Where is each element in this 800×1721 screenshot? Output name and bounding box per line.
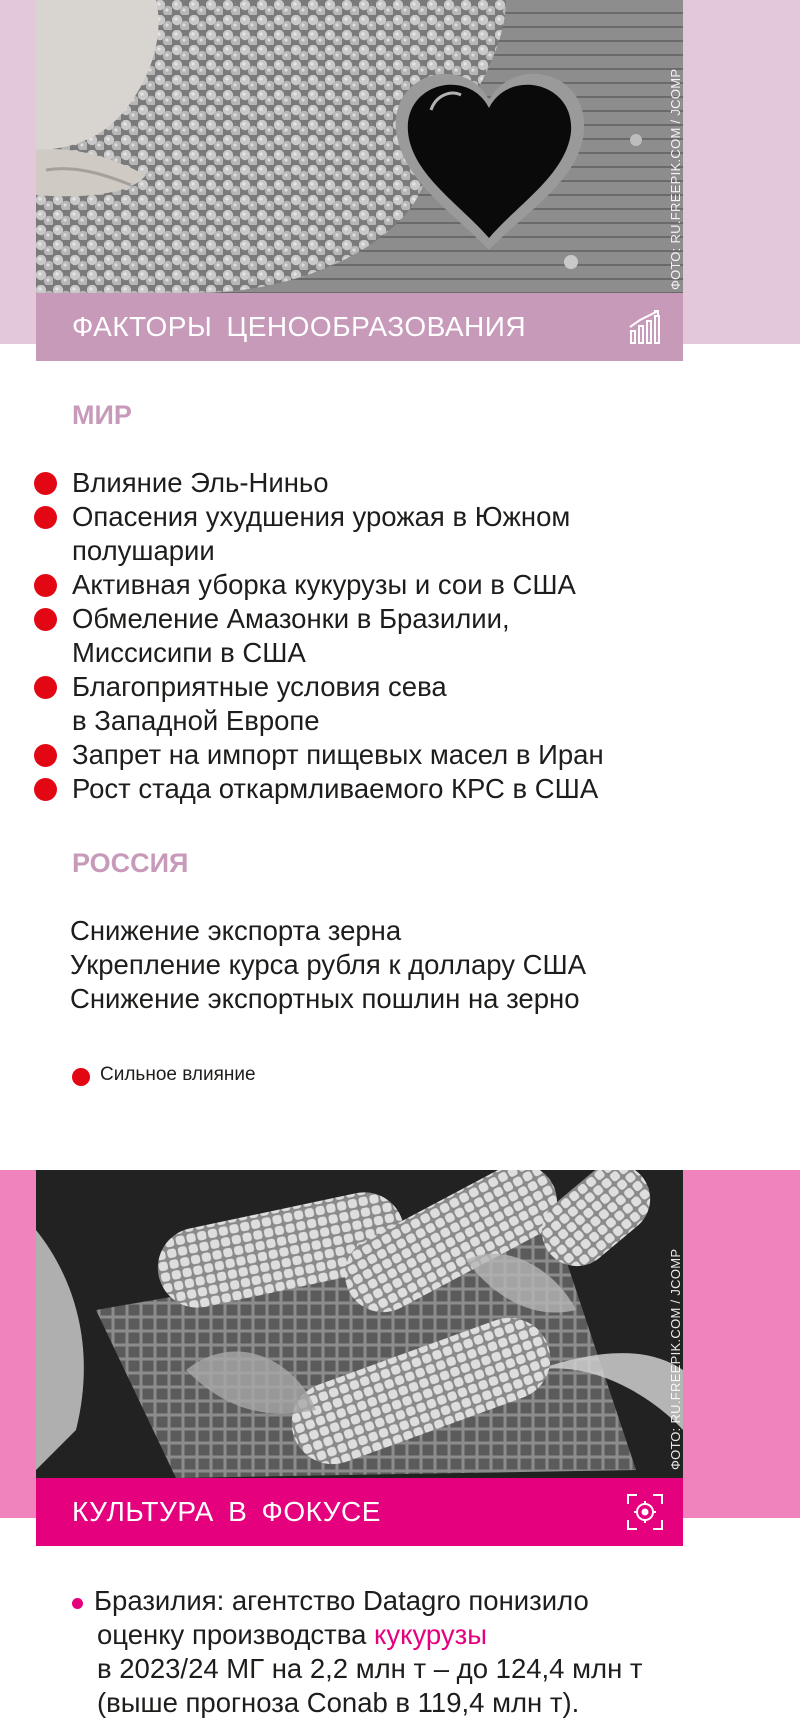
crop-news-paragraph [94,1584,784,1720]
legend-label: Сильное влияние [100,1064,256,1085]
section-title: КУЛЬТУРА В ФОКУСЕ [72,1496,381,1527]
corn-illustration [36,1170,683,1478]
strong-influence-dot [34,608,57,631]
world-factor: Влияние Эль-Ниньо [72,467,329,498]
photo-credit: ФОТО: RU.FREEPIK.COM / JCOMP [668,68,683,290]
paragraph-line: (выше прогноза Conab в 119,4 млн т). [97,1687,580,1718]
world-heading: МИР [72,400,132,430]
strong-influence-dot [34,574,57,597]
world-factor-continuation: в Западной Европе [72,705,320,736]
bullet [72,1598,83,1609]
photo-credit: ФОТО: RU.FREEPIK.COM / JCOMP [668,1248,683,1470]
growth-chart-icon [625,307,665,347]
world-factor-continuation: полушарии [72,535,215,566]
pricing-factors-header [36,293,683,361]
strong-influence-dot [34,472,57,495]
crop-in-focus-header [36,1478,683,1546]
world-factor: Запрет на импорт пищевых масел в Иран [72,739,604,770]
strong-influence-dot [34,744,57,767]
russia-factor: Укрепление курса рубля к доллару США [70,949,587,980]
world-factor: Опасения ухудшения урожая в Южном [72,501,571,532]
corn-photo [36,1170,683,1478]
paragraph-line: Бразилия: агентство Datagro понизило [94,1585,589,1616]
section-title: ФАКТОРЫ ЦЕНООБРАЗОВАНИЯ [72,311,527,342]
world-factor-continuation: Миссисипи в США [72,637,306,668]
world-factor: Рост стада откармливаемого КРС в США [72,773,599,804]
highlighted-crop-name: кукурузы [374,1619,487,1650]
paragraph-text: оценку производства [97,1619,375,1650]
soybeans-photo [36,0,683,293]
strong-influence-dot [34,778,57,801]
paragraph-line [94,1618,784,1652]
strong-influence-dot [34,506,57,529]
legend-dot [72,1068,90,1086]
world-factor: Обмеление Амазонки в Бразилии, [72,603,510,634]
russia-factor: Снижение экспортных пошлин на зерно [70,983,580,1014]
russia-heading: РОССИЯ [72,848,189,878]
paragraph-line: в 2023/24 МГ на 2,2 млн т – до 124,4 млн т [97,1653,643,1684]
russia-factor: Снижение экспорта зерна [70,915,402,946]
focus-target-icon [625,1492,665,1532]
strong-influence-dot [34,676,57,699]
world-factor: Благоприятные условия сева [72,671,447,702]
soybeans-illustration [36,0,683,293]
world-factor: Активная уборка кукурузы и сои в США [72,569,576,600]
